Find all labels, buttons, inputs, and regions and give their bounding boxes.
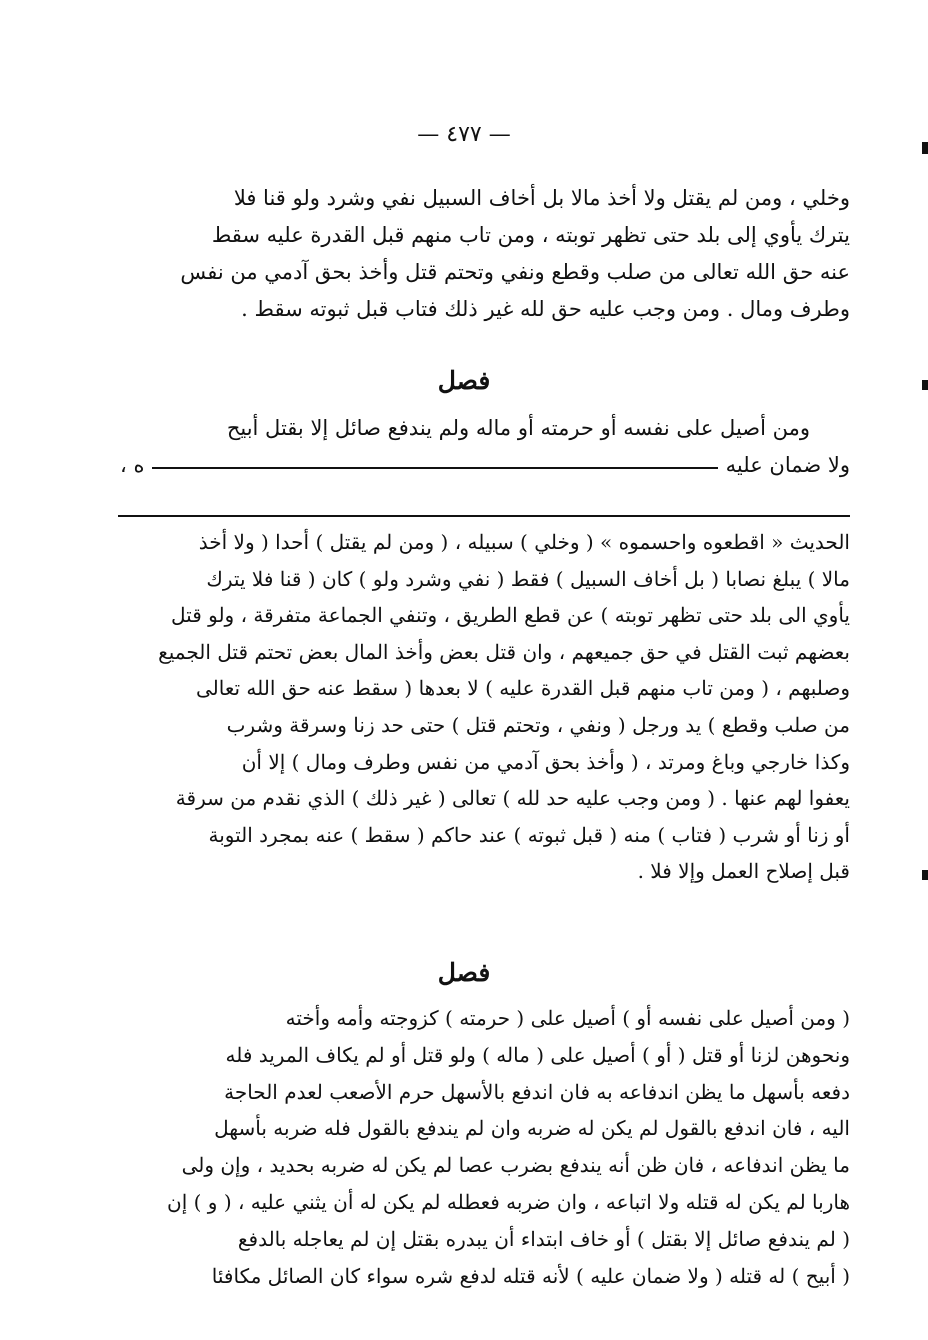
text-line: دفعه بأسهل ما يظن اندفاعه به فان اندفع بالأسهل حرم الأصعب لعدم الحاجة bbox=[224, 1079, 850, 1104]
section-heading: فصل bbox=[437, 958, 491, 987]
text-line: بعضهم ثبت القتل في حق جميعهم ، وان قتل بعض وأخذ المال بعض تحتم قتل الجميع bbox=[158, 639, 850, 664]
matn-text-top bbox=[120, 180, 850, 328]
commentary-text-bottom bbox=[118, 1000, 850, 1294]
text-line: يأوي الى بلد حتى تظهر توبته ) عن قطع الطريق ، وتنفي الجماعة متفرقة ، ولو قتل bbox=[171, 603, 850, 628]
dash-line bbox=[152, 467, 717, 469]
text-line: ( ومن أصيل على نفسه أو ) أصيل على ( حرمته ) كزوجته وأمه وأخته bbox=[285, 1006, 850, 1030]
edge-mark bbox=[922, 870, 928, 880]
text-line: هاربا لم يكن له قتله ولا اتباعه ، وان ضربه فعطله لم يكن له أن يثني عليه ، ( و ) إن bbox=[167, 1189, 850, 1214]
text-line: من صلب وقطع ) يد ورجل ( ونفي ، وتحتم قتل ) حتى حد زنا وسرقة وشرب bbox=[226, 712, 850, 737]
text-line: اليه ، فان اندفع بالقول لم يكن له ضربه وان لم يندفع بالقول فله ضربه بأسهل bbox=[214, 1116, 850, 1141]
text-line: ما يظن اندفاعه ، فان ظن أنه يندفع بضرب عصا لم يكن له ضربه بحديد ، وإن ولى bbox=[181, 1153, 850, 1178]
text-line: ( أبيح ) له قتله ( ولا ضمان عليه ) لأنه قتله لدفع شره سواء كان الصائل مكافئا bbox=[211, 1263, 850, 1288]
text-line-with-dash bbox=[120, 447, 850, 484]
page-number: — ٤٧٧ — bbox=[417, 122, 511, 147]
text-line: يترك يأوي إلى بلد حتى تظهر توبته ، ومن تاب منهم قبل القدرة عليه سقط bbox=[211, 223, 850, 247]
text-line: ونحوهن لزنا أو قتل ( أو ) أصيل على ( ماله ) ولو قتل أو لم يكاف المريد فله bbox=[225, 1042, 850, 1067]
text-line: ومن أصيل على نفسه أو حرمته أو ماله ولم يندفع صائل إلا بقتل أبيح bbox=[226, 416, 810, 440]
text-line: وطرف ومال . ومن وجب عليه حق لله غير ذلك فتاب قبل ثبوته سقط . bbox=[241, 297, 850, 321]
text-line: مالا ) يبلغ نصابا ( بل أخاف السبيل ) فقط ( نفي وشرد ولو ) كان ( قنا فلا يترك bbox=[206, 566, 850, 591]
text-line: وكذا خارجي وباغ ومرتد ، ( وأخذ بحق آدمي من نفس وطرف ومال ) إلا أن bbox=[241, 749, 850, 774]
text-line: الحديث « اقطعوه واحسموه » ( وخلي ) سبيله ، ( ومن لم يقتل ) أحدا ( ولا أخذ bbox=[198, 530, 850, 554]
text-line: أو زنا أو شرب ( فتاب ) منه ( قبل ثبوته ) عند حاكم ( سقط ) عنه بمجرد التوبة bbox=[208, 822, 850, 847]
commentary-text-top bbox=[118, 524, 850, 890]
text-segment: ولا ضمان عليه bbox=[725, 453, 850, 477]
text-line: وخلي ، ومن لم يقتل ولا أخذ مالا بل أخاف السبيل نفي وشرد ولو قنا فلا bbox=[233, 186, 850, 210]
text-line: عنه حق الله تعالى من صلب وقطع ونفي وتحتم قتل وأخذ بحق آدمي من نفس bbox=[180, 260, 850, 284]
separator-rule bbox=[118, 515, 850, 517]
section-heading: فصل bbox=[437, 366, 491, 395]
text-line: وصلبهم ، ( ومن تاب منهم قبل القدرة عليه ) لا بعدها ( سقط عنه حق الله تعالى bbox=[195, 676, 850, 701]
text-segment: ه ، bbox=[120, 453, 145, 477]
text-line: يعفوا لهم عنها . ( ومن وجب عليه حد لله ) تعالى ( غير ذلك ) الذي نقدم من سرقة bbox=[175, 786, 850, 811]
matn-text-fasl bbox=[120, 410, 850, 484]
text-line: ( لم يندفع صائل إلا بقتل ) أو خاف ابتداء أن يبدره بقتل إن لم يعاجله بالدفع bbox=[237, 1226, 850, 1251]
text-line: قبل إصلاح العمل وإلا فلا . bbox=[637, 859, 850, 884]
